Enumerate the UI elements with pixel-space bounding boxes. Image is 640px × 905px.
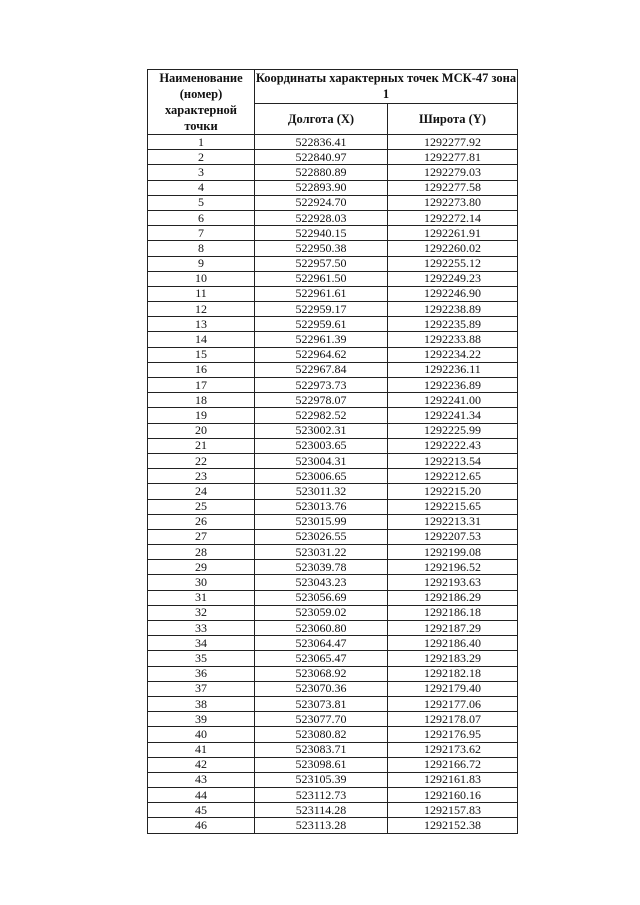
latitude-cell: 1292241.00 [388, 393, 518, 408]
latitude-cell: 1292277.81 [388, 150, 518, 165]
latitude-cell: 1292166.72 [388, 757, 518, 772]
point-number-cell: 11 [148, 286, 255, 301]
latitude-cell: 1292272.14 [388, 210, 518, 225]
longitude-cell: 522964.62 [255, 347, 388, 362]
longitude-cell: 523059.02 [255, 605, 388, 620]
latitude-cell: 1292213.31 [388, 514, 518, 529]
latitude-column-header: Широта (Y) [388, 103, 518, 134]
longitude-cell: 523002.31 [255, 423, 388, 438]
longitude-cell: 522880.89 [255, 165, 388, 180]
point-number-cell: 35 [148, 651, 255, 666]
latitude-cell: 1292255.12 [388, 256, 518, 271]
latitude-cell: 1292182.18 [388, 666, 518, 681]
table-row [148, 332, 518, 347]
longitude-cell: 523105.39 [255, 772, 388, 787]
point-number-cell: 16 [148, 362, 255, 377]
longitude-cell: 522940.15 [255, 226, 388, 241]
point-number-cell: 5 [148, 195, 255, 210]
latitude-cell: 1292225.99 [388, 423, 518, 438]
latitude-cell: 1292235.89 [388, 317, 518, 332]
point-number-cell: 10 [148, 271, 255, 286]
table-row [148, 241, 518, 256]
table-row [148, 438, 518, 453]
table-row [148, 529, 518, 544]
table-row [148, 362, 518, 377]
table-row [148, 484, 518, 499]
latitude-cell: 1292261.91 [388, 226, 518, 241]
longitude-cell: 523113.28 [255, 818, 388, 833]
longitude-cell: 523043.23 [255, 575, 388, 590]
longitude-cell: 522967.84 [255, 362, 388, 377]
point-number-cell: 17 [148, 378, 255, 393]
longitude-cell: 523114.28 [255, 803, 388, 818]
point-number-cell: 36 [148, 666, 255, 681]
longitude-cell: 523026.55 [255, 529, 388, 544]
latitude-cell: 1292277.58 [388, 180, 518, 195]
point-number-cell: 8 [148, 241, 255, 256]
latitude-cell: 1292213.54 [388, 453, 518, 468]
latitude-cell: 1292215.65 [388, 499, 518, 514]
longitude-cell: 523004.31 [255, 453, 388, 468]
table-row [148, 727, 518, 742]
latitude-cell: 1292160.16 [388, 788, 518, 803]
point-number-cell: 20 [148, 423, 255, 438]
point-number-cell: 43 [148, 772, 255, 787]
table-row [148, 135, 518, 150]
point-number-cell: 15 [148, 347, 255, 362]
longitude-cell: 522957.50 [255, 256, 388, 271]
latitude-cell: 1292193.63 [388, 575, 518, 590]
point-number-cell: 6 [148, 210, 255, 225]
point-number-cell: 33 [148, 621, 255, 636]
latitude-cell: 1292157.83 [388, 803, 518, 818]
latitude-cell: 1292177.06 [388, 696, 518, 711]
longitude-cell: 522950.38 [255, 241, 388, 256]
point-number-cell: 34 [148, 636, 255, 651]
table-row [148, 393, 518, 408]
longitude-cell: 523060.80 [255, 621, 388, 636]
table-row [148, 772, 518, 787]
table-row [148, 636, 518, 651]
longitude-cell: 522961.50 [255, 271, 388, 286]
point-number-cell: 22 [148, 453, 255, 468]
table-row [148, 302, 518, 317]
point-number-cell: 7 [148, 226, 255, 241]
table-body [148, 135, 518, 834]
longitude-cell: 523003.65 [255, 438, 388, 453]
longitude-cell: 523080.82 [255, 727, 388, 742]
longitude-cell: 522961.61 [255, 286, 388, 301]
point-number-cell: 12 [148, 302, 255, 317]
latitude-cell: 1292215.20 [388, 484, 518, 499]
table-row [148, 226, 518, 241]
point-number-cell: 13 [148, 317, 255, 332]
latitude-cell: 1292241.34 [388, 408, 518, 423]
point-number-cell: 44 [148, 788, 255, 803]
coordinates-group-header: Координаты характерных точек МСК-47 зона 1 [255, 71, 517, 102]
table-row [148, 408, 518, 423]
point-number-cell: 26 [148, 514, 255, 529]
point-number-cell: 28 [148, 545, 255, 560]
latitude-cell: 1292212.65 [388, 469, 518, 484]
point-number-cell: 37 [148, 681, 255, 696]
point-number-cell: 1 [148, 135, 255, 150]
latitude-cell: 1292152.38 [388, 818, 518, 833]
table-row [148, 803, 518, 818]
point-number-cell: 38 [148, 696, 255, 711]
longitude-cell: 522924.70 [255, 195, 388, 210]
point-number-cell: 30 [148, 575, 255, 590]
latitude-cell: 1292161.83 [388, 772, 518, 787]
point-number-cell: 23 [148, 469, 255, 484]
table-header-row [148, 70, 518, 104]
longitude-cell: 522959.17 [255, 302, 388, 317]
point-number-cell: 42 [148, 757, 255, 772]
point-number-cell: 45 [148, 803, 255, 818]
latitude-cell: 1292183.29 [388, 651, 518, 666]
latitude-cell: 1292260.02 [388, 241, 518, 256]
longitude-cell: 522840.97 [255, 150, 388, 165]
point-number-cell: 3 [148, 165, 255, 180]
longitude-cell: 523070.36 [255, 681, 388, 696]
table-row [148, 666, 518, 681]
latitude-cell: 1292238.89 [388, 302, 518, 317]
point-number-cell: 29 [148, 560, 255, 575]
longitude-cell: 523065.47 [255, 651, 388, 666]
table-row [148, 317, 518, 332]
longitude-cell: 523056.69 [255, 590, 388, 605]
point-number-cell: 18 [148, 393, 255, 408]
table-row [148, 180, 518, 195]
longitude-cell: 522836.41 [255, 135, 388, 150]
longitude-cell: 522893.90 [255, 180, 388, 195]
table-row [148, 195, 518, 210]
latitude-cell: 1292236.89 [388, 378, 518, 393]
longitude-cell: 523068.92 [255, 666, 388, 681]
longitude-cell: 522973.73 [255, 378, 388, 393]
table-row [148, 165, 518, 180]
point-number-cell: 2 [148, 150, 255, 165]
table-row [148, 560, 518, 575]
longitude-cell: 523077.70 [255, 712, 388, 727]
latitude-cell: 1292207.53 [388, 529, 518, 544]
longitude-cell: 523112.73 [255, 788, 388, 803]
point-number-cell: 40 [148, 727, 255, 742]
latitude-cell: 1292222.43 [388, 438, 518, 453]
table-row [148, 423, 518, 438]
table-row [148, 499, 518, 514]
longitude-cell: 523031.22 [255, 545, 388, 560]
table-row [148, 621, 518, 636]
table-row [148, 453, 518, 468]
longitude-cell: 523073.81 [255, 696, 388, 711]
longitude-cell: 523083.71 [255, 742, 388, 757]
longitude-cell: 523015.99 [255, 514, 388, 529]
latitude-cell: 1292234.22 [388, 347, 518, 362]
point-number-cell: 21 [148, 438, 255, 453]
longitude-cell: 522961.39 [255, 332, 388, 347]
point-number-cell: 24 [148, 484, 255, 499]
longitude-cell: 523013.76 [255, 499, 388, 514]
point-number-cell: 4 [148, 180, 255, 195]
longitude-cell: 523006.65 [255, 469, 388, 484]
longitude-cell: 523039.78 [255, 560, 388, 575]
table-row [148, 150, 518, 165]
table-row [148, 605, 518, 620]
table-row [148, 210, 518, 225]
point-number-cell: 27 [148, 529, 255, 544]
table-row [148, 286, 518, 301]
table-row [148, 575, 518, 590]
longitude-cell: 522959.61 [255, 317, 388, 332]
latitude-cell: 1292249.23 [388, 271, 518, 286]
point-number-cell: 25 [148, 499, 255, 514]
longitude-cell: 522978.07 [255, 393, 388, 408]
table-row [148, 681, 518, 696]
longitude-cell: 522928.03 [255, 210, 388, 225]
latitude-cell: 1292186.29 [388, 590, 518, 605]
table-row [148, 712, 518, 727]
latitude-cell: 1292176.95 [388, 727, 518, 742]
point-number-cell: 41 [148, 742, 255, 757]
point-number-cell: 9 [148, 256, 255, 271]
table-row [148, 271, 518, 286]
latitude-cell: 1292196.52 [388, 560, 518, 575]
latitude-cell: 1292187.29 [388, 621, 518, 636]
table-row [148, 742, 518, 757]
longitude-cell: 523098.61 [255, 757, 388, 772]
table-row [148, 818, 518, 833]
longitude-column-header: Долгота (X) [255, 103, 388, 134]
longitude-cell: 522982.52 [255, 408, 388, 423]
point-number-cell: 46 [148, 818, 255, 833]
point-number-cell: 32 [148, 605, 255, 620]
longitude-cell: 523011.32 [255, 484, 388, 499]
latitude-cell: 1292277.92 [388, 135, 518, 150]
table-row [148, 757, 518, 772]
table-row [148, 256, 518, 271]
latitude-cell: 1292233.88 [388, 332, 518, 347]
latitude-cell: 1292236.11 [388, 362, 518, 377]
latitude-cell: 1292186.40 [388, 636, 518, 651]
table-row [148, 347, 518, 362]
latitude-cell: 1292246.90 [388, 286, 518, 301]
latitude-cell: 1292186.18 [388, 605, 518, 620]
table-header [148, 70, 518, 135]
latitude-cell: 1292178.07 [388, 712, 518, 727]
table-row [148, 696, 518, 711]
table-row [148, 651, 518, 666]
latitude-cell: 1292279.03 [388, 165, 518, 180]
point-number-cell: 31 [148, 590, 255, 605]
table-row [148, 788, 518, 803]
table-row [148, 469, 518, 484]
table-row [148, 514, 518, 529]
latitude-cell: 1292179.40 [388, 681, 518, 696]
point-number-cell: 14 [148, 332, 255, 347]
point-number-cell: 39 [148, 712, 255, 727]
table-row [148, 545, 518, 560]
latitude-cell: 1292173.62 [388, 742, 518, 757]
latitude-cell: 1292273.80 [388, 195, 518, 210]
latitude-cell: 1292199.08 [388, 545, 518, 560]
point-number-cell: 19 [148, 408, 255, 423]
point-name-column-header: Наименование (номер) характерной точки [148, 70, 255, 135]
longitude-cell: 523064.47 [255, 636, 388, 651]
table-row [148, 378, 518, 393]
table-row [148, 590, 518, 605]
coordinates-table [147, 69, 518, 834]
